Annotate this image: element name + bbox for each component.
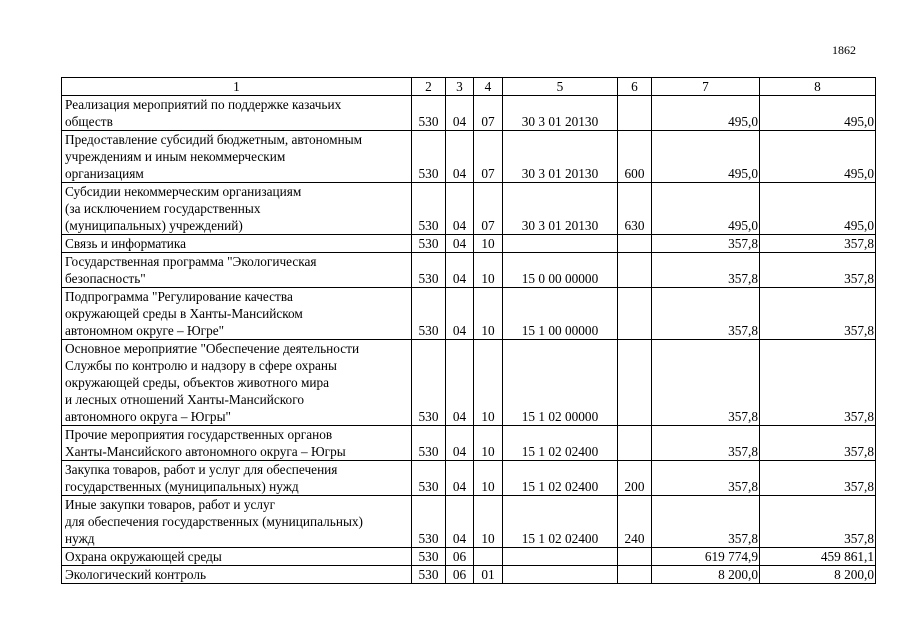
- cell-target-article: 15 1 02 02400: [503, 461, 618, 496]
- cell-subsection: 10: [474, 496, 503, 548]
- cell-section: 04: [446, 235, 474, 253]
- cell-section: 04: [446, 131, 474, 183]
- table-row: [62, 340, 876, 426]
- item-name-line: Предоставление субсидий бюджетным, автономным: [65, 132, 363, 147]
- cell-amount-year-1: 357,8: [652, 235, 760, 253]
- cell-item-name: [62, 131, 412, 183]
- cell-admin-code: 530: [412, 496, 446, 548]
- cell-admin-code: 530: [412, 566, 446, 584]
- cell-expense-type: 600: [618, 131, 652, 183]
- cell-section: 04: [446, 288, 474, 340]
- table-row: [62, 461, 876, 496]
- cell-admin-code: 530: [412, 288, 446, 340]
- cell-target-article: [503, 548, 618, 566]
- cell-expense-type: [618, 288, 652, 340]
- item-name-line: Службы по контролю и надзору в сфере охраны: [65, 358, 337, 373]
- cell-target-article: 30 3 01 20130: [503, 96, 618, 131]
- cell-subsection: 10: [474, 461, 503, 496]
- cell-amount-year-2: 495,0: [760, 131, 876, 183]
- cell-expense-type: 630: [618, 183, 652, 235]
- item-name-line: Иные закупки товаров, работ и услуг: [65, 497, 276, 512]
- table-row: [62, 96, 876, 131]
- cell-expense-type: [618, 235, 652, 253]
- cell-amount-year-1: 357,8: [652, 253, 760, 288]
- cell-item-name: [62, 461, 412, 496]
- header-cell: 2: [412, 78, 446, 96]
- cell-amount-year-1: 495,0: [652, 183, 760, 235]
- cell-item-name: [62, 288, 412, 340]
- cell-target-article: 15 1 02 02400: [503, 496, 618, 548]
- item-name-line: Закупка товаров, работ и услуг для обеспечения: [65, 462, 338, 477]
- item-name-line: и лесных отношений Ханты-Мансийского: [65, 392, 304, 407]
- table-row: [62, 288, 876, 340]
- item-name-line: Основное мероприятие "Обеспечение деятельности: [65, 341, 360, 356]
- item-name-line: Ханты-Мансийского автономного округа – Югры: [65, 444, 346, 459]
- cell-item-name: [62, 183, 412, 235]
- cell-item-name: [62, 235, 412, 253]
- item-name-line: организациям: [65, 166, 144, 181]
- cell-amount-year-2: 8 200,0: [760, 566, 876, 584]
- cell-amount-year-1: 357,8: [652, 340, 760, 426]
- header-cell: 4: [474, 78, 503, 96]
- cell-subsection: 10: [474, 253, 503, 288]
- cell-admin-code: 530: [412, 548, 446, 566]
- cell-amount-year-2: 357,8: [760, 340, 876, 426]
- item-name-line: Субсидии некоммерческим организациям: [65, 184, 302, 199]
- table-header-row: [62, 78, 876, 96]
- cell-amount-year-1: 619 774,9: [652, 548, 760, 566]
- cell-expense-type: [618, 426, 652, 461]
- table-row: [62, 253, 876, 288]
- item-name-line: Охрана окружающей среды: [65, 549, 222, 564]
- cell-item-name: [62, 496, 412, 548]
- table-row: [62, 548, 876, 566]
- cell-section: 04: [446, 426, 474, 461]
- cell-admin-code: 530: [412, 96, 446, 131]
- budget-table: [61, 77, 876, 584]
- item-name-line: учреждениям и иным некоммерческим: [65, 149, 286, 164]
- item-name-line: Прочие мероприятия государственных органов: [65, 427, 333, 442]
- cell-target-article: 15 1 02 02400: [503, 426, 618, 461]
- cell-amount-year-2: 357,8: [760, 288, 876, 340]
- cell-amount-year-1: 357,8: [652, 288, 760, 340]
- cell-expense-type: [618, 548, 652, 566]
- cell-item-name: [62, 253, 412, 288]
- item-name-line: обществ: [65, 114, 113, 129]
- cell-section: 04: [446, 183, 474, 235]
- item-name-line: для обеспечения государственных (муниципальных): [65, 514, 363, 529]
- cell-subsection: 01: [474, 566, 503, 584]
- cell-section: 04: [446, 340, 474, 426]
- cell-section: 04: [446, 496, 474, 548]
- cell-amount-year-1: 357,8: [652, 426, 760, 461]
- item-name-line: окружающей среды, объектов животного мира: [65, 375, 330, 390]
- cell-section: 04: [446, 253, 474, 288]
- cell-target-article: 30 3 01 20130: [503, 183, 618, 235]
- item-name-line: окружающей среды в Ханты-Мансийском: [65, 306, 303, 321]
- cell-expense-type: [618, 566, 652, 584]
- cell-subsection: 10: [474, 340, 503, 426]
- cell-section: 04: [446, 461, 474, 496]
- item-name-line: автономном округе – Югре": [65, 323, 225, 338]
- cell-admin-code: 530: [412, 253, 446, 288]
- header-cell: 7: [652, 78, 760, 96]
- cell-amount-year-2: 357,8: [760, 235, 876, 253]
- cell-amount-year-1: 495,0: [652, 131, 760, 183]
- cell-amount-year-1: 357,8: [652, 496, 760, 548]
- cell-target-article: 30 3 01 20130: [503, 131, 618, 183]
- item-name-line: Государственная программа "Экологическая: [65, 254, 317, 269]
- cell-amount-year-1: 8 200,0: [652, 566, 760, 584]
- cell-item-name: [62, 96, 412, 131]
- cell-target-article: [503, 235, 618, 253]
- cell-amount-year-2: 495,0: [760, 183, 876, 235]
- header-cell: 1: [62, 78, 412, 96]
- cell-admin-code: 530: [412, 461, 446, 496]
- cell-subsection: 07: [474, 131, 503, 183]
- table-row: [62, 496, 876, 548]
- cell-amount-year-2: 459 861,1: [760, 548, 876, 566]
- cell-expense-type: [618, 253, 652, 288]
- cell-expense-type: [618, 340, 652, 426]
- cell-subsection: 10: [474, 235, 503, 253]
- item-name-line: нужд: [65, 531, 95, 546]
- item-name-line: Реализация мероприятий по поддержке казачьих: [65, 97, 342, 112]
- item-name-line: (за исключением государственных: [65, 201, 261, 216]
- cell-subsection: 07: [474, 183, 503, 235]
- cell-item-name: [62, 566, 412, 584]
- table-row: [62, 131, 876, 183]
- cell-amount-year-1: 357,8: [652, 461, 760, 496]
- table-row: [62, 426, 876, 461]
- header-cell: 8: [760, 78, 876, 96]
- cell-expense-type: 200: [618, 461, 652, 496]
- cell-item-name: [62, 548, 412, 566]
- cell-admin-code: 530: [412, 340, 446, 426]
- cell-amount-year-2: 357,8: [760, 461, 876, 496]
- header-cell: 3: [446, 78, 474, 96]
- header-cell: 6: [618, 78, 652, 96]
- cell-section: 04: [446, 96, 474, 131]
- item-name-line: (муниципальных) учреждений): [65, 218, 243, 233]
- cell-expense-type: [618, 96, 652, 131]
- item-name-line: Связь и информатика: [65, 236, 187, 251]
- cell-item-name: [62, 340, 412, 426]
- cell-admin-code: 530: [412, 131, 446, 183]
- table-row: [62, 235, 876, 253]
- cell-amount-year-2: 357,8: [760, 253, 876, 288]
- item-name-line: государственных (муниципальных) нужд: [65, 479, 299, 494]
- item-name-line: Экологический контроль: [65, 567, 207, 582]
- cell-admin-code: 530: [412, 235, 446, 253]
- cell-admin-code: 530: [412, 426, 446, 461]
- table-row: [62, 183, 876, 235]
- cell-subsection: [474, 548, 503, 566]
- cell-admin-code: 530: [412, 183, 446, 235]
- cell-subsection: 10: [474, 426, 503, 461]
- item-name-line: безопасность": [65, 271, 146, 286]
- cell-target-article: 15 1 00 00000: [503, 288, 618, 340]
- item-name-line: автономного округа – Югры": [65, 409, 231, 424]
- cell-target-article: [503, 566, 618, 584]
- cell-amount-year-1: 495,0: [652, 96, 760, 131]
- cell-target-article: 15 0 00 00000: [503, 253, 618, 288]
- cell-target-article: 15 1 02 00000: [503, 340, 618, 426]
- cell-section: 06: [446, 548, 474, 566]
- header-cell: 5: [503, 78, 618, 96]
- cell-amount-year-2: 495,0: [760, 96, 876, 131]
- cell-subsection: 10: [474, 288, 503, 340]
- cell-amount-year-2: 357,8: [760, 426, 876, 461]
- table-row: [62, 566, 876, 584]
- cell-item-name: [62, 426, 412, 461]
- item-name-line: Подпрограмма "Регулирование качества: [65, 289, 293, 304]
- cell-subsection: 07: [474, 96, 503, 131]
- cell-section: 06: [446, 566, 474, 584]
- page-number: 1862: [832, 43, 856, 57]
- cell-expense-type: 240: [618, 496, 652, 548]
- cell-amount-year-2: 357,8: [760, 496, 876, 548]
